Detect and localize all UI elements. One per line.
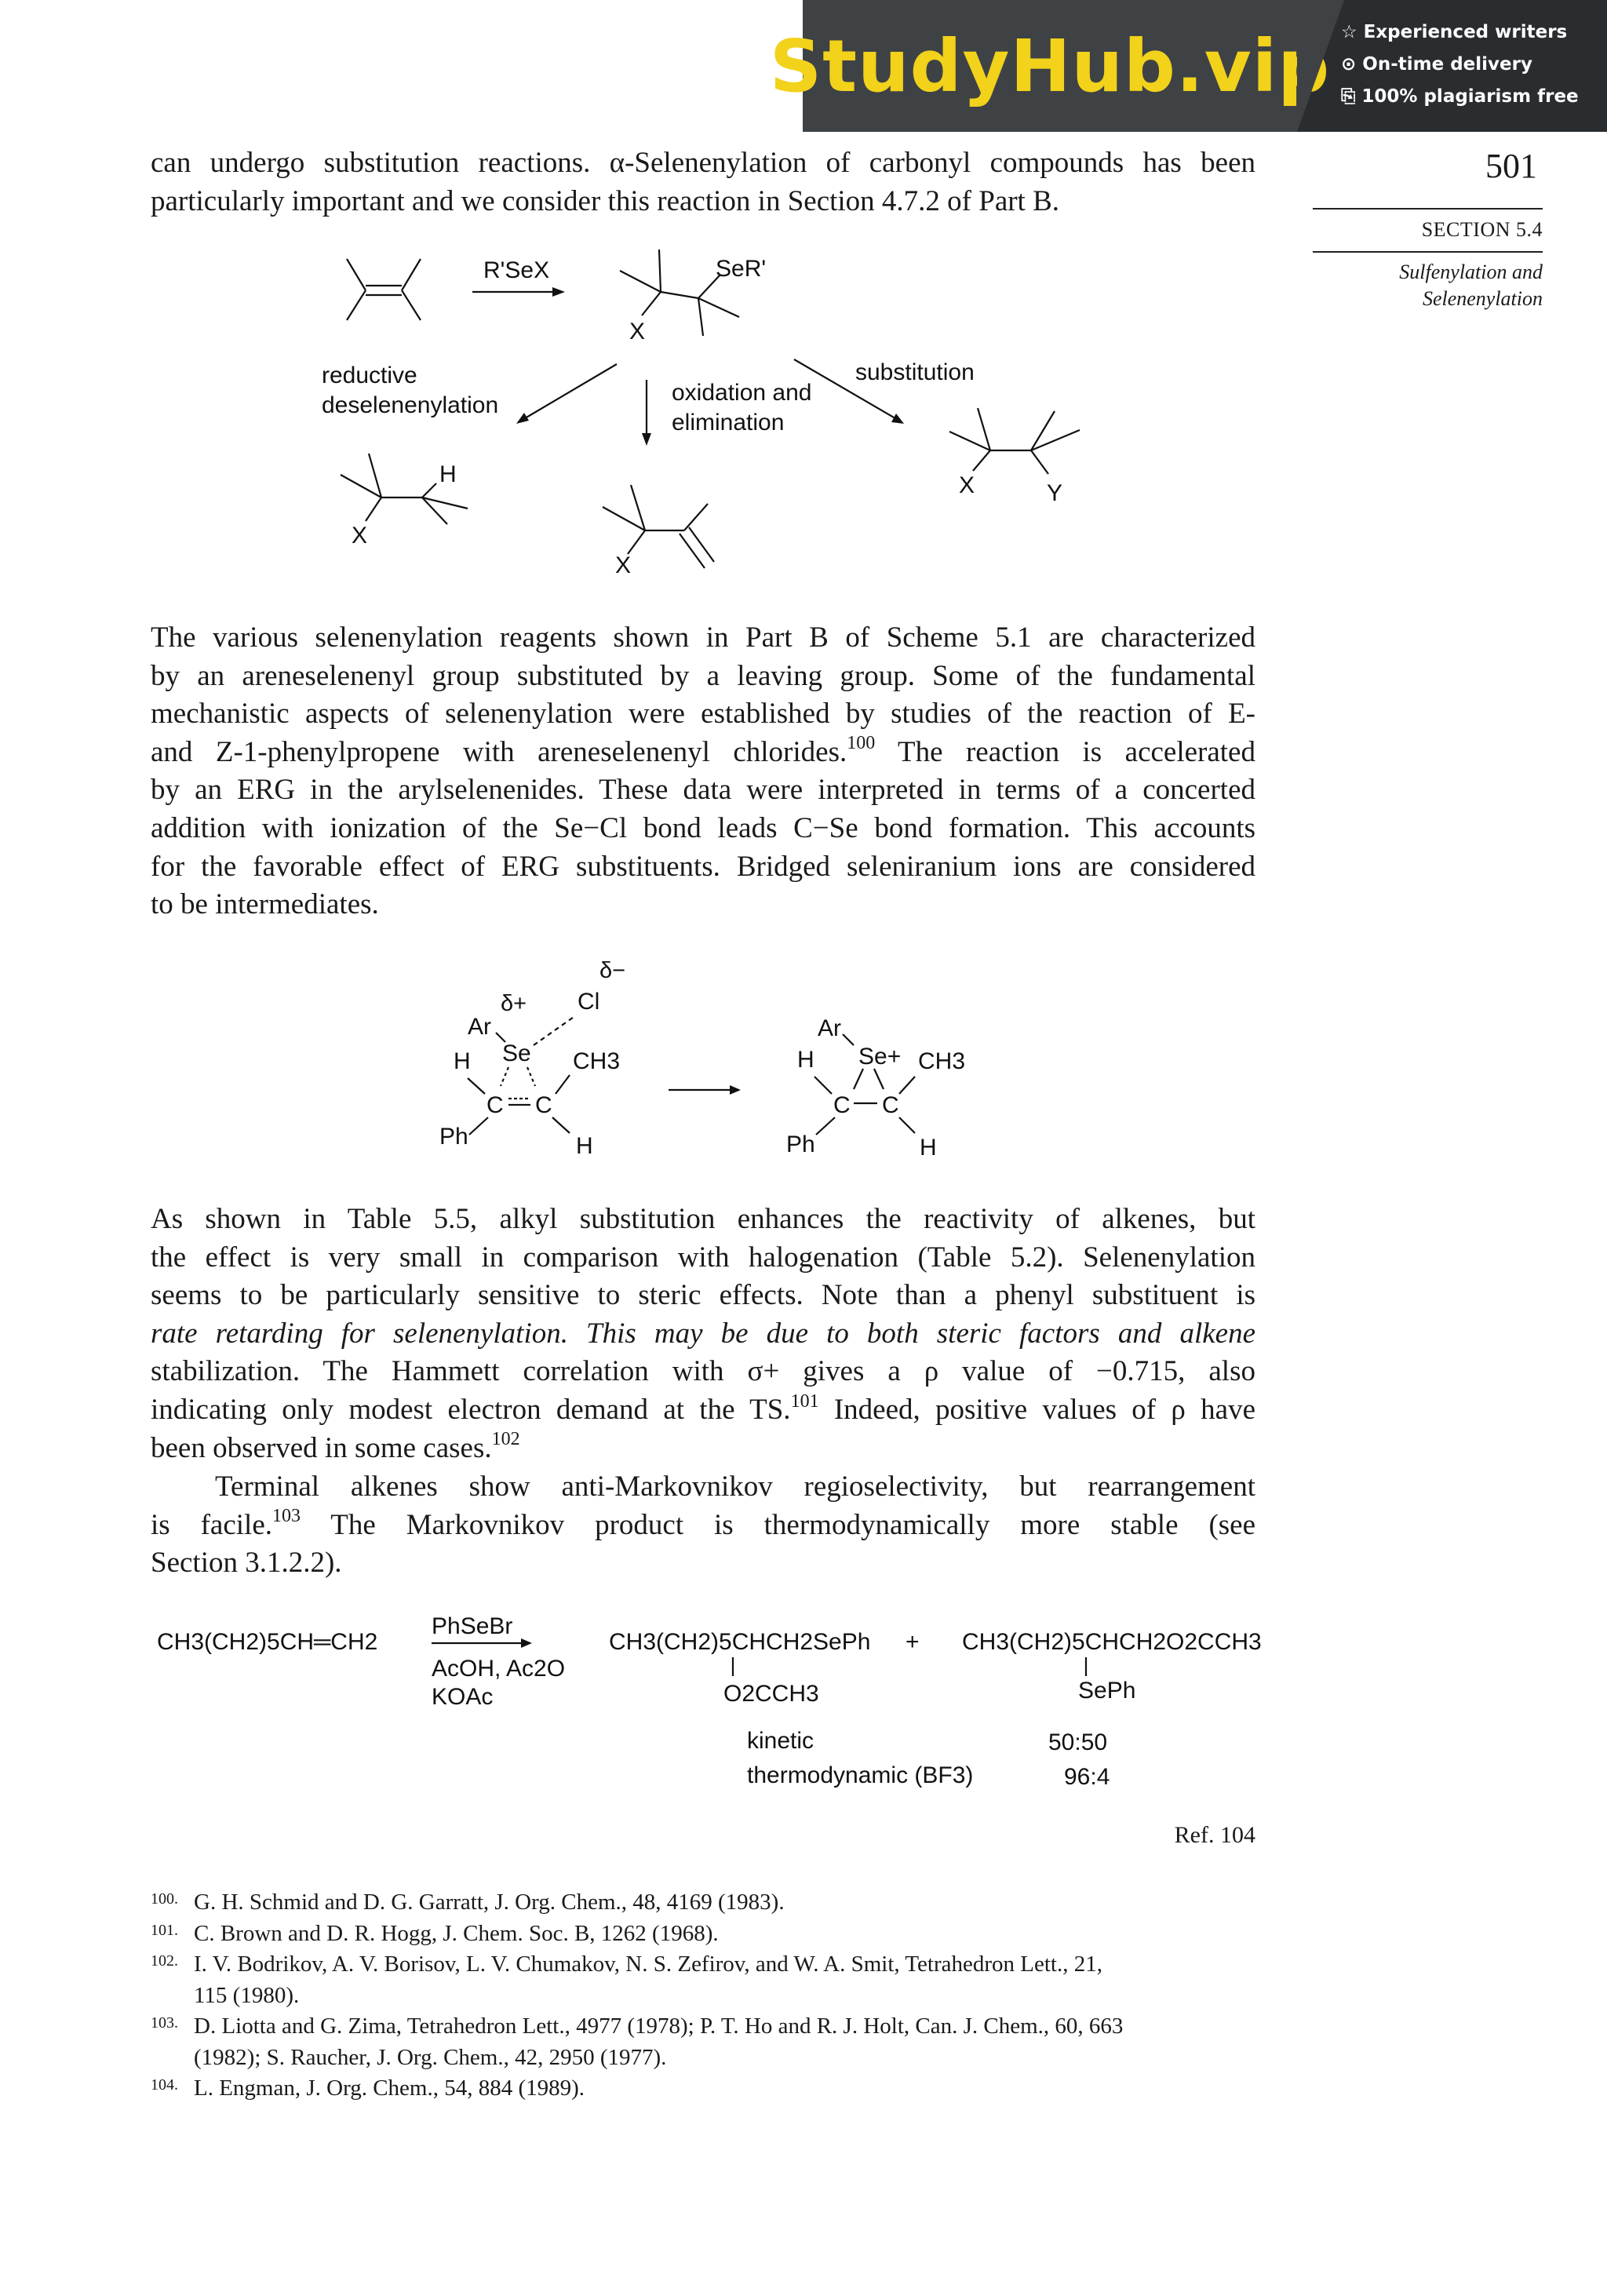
scheme-selenenylation-overview	[298, 235, 1122, 581]
text-line: As shown in Table 5.5, alkyl substitution enhances the reactivity of alkenes, but	[151, 1203, 1255, 1235]
c-label: C	[535, 1092, 552, 1118]
text-line: to be intermediates.	[151, 888, 379, 921]
x-label: X	[352, 523, 368, 548]
elimination-label: elimination	[672, 410, 785, 436]
text-line: Terminal alkenes show anti-Markovnikov regioselectivity, but rearrangement	[215, 1471, 1255, 1503]
text-line: by an ERG in the arylselenenides. These data were interpreted in terms of a concerted	[151, 774, 1255, 807]
thermodynamic-label: thermodynamic (BF3)	[747, 1762, 974, 1788]
se-plus-label: Se+	[858, 1044, 902, 1070]
footnote-text: 115 (1980).	[194, 1982, 300, 2008]
reference-label: Ref. 104	[1174, 1822, 1255, 1848]
feature-experienced-writers: ☆ Experienced writers	[1341, 22, 1568, 42]
footnote	[151, 2073, 1255, 2105]
studyhub-banner[interactable]	[769, 0, 1607, 132]
scheme-terminal-alkene-reaction	[149, 1601, 1263, 1852]
ref-superscript: 100	[847, 733, 876, 754]
h-label: H	[920, 1135, 937, 1161]
text-line	[151, 1507, 1255, 1545]
alkene-structure	[347, 259, 421, 320]
delta-minus-label: δ−	[599, 958, 626, 983]
substitution-product-structure	[949, 408, 1080, 474]
header-rule	[1313, 208, 1543, 210]
kinetic-label: kinetic	[747, 1728, 814, 1754]
footnote-text: G. H. Schmid and D. G. Garratt, J. Org. Chem., 48, 4169 (1983).	[194, 1890, 785, 1915]
ref-superscript: 101	[790, 1390, 819, 1412]
text-line: the effect is very small in comparison with halogenation (Table 5.2). Selenenylation	[151, 1241, 1255, 1274]
page-number: 501	[1485, 147, 1537, 185]
text-line: stabilization. The Hammett correlation with σ+ gives a ρ value of −0.715, also	[151, 1355, 1255, 1388]
section-label: SECTION 5.4	[1421, 218, 1543, 241]
thermodynamic-ratio: 96:4	[1064, 1764, 1110, 1790]
oxidation-label: oxidation and	[672, 380, 812, 406]
c-label: C	[882, 1092, 899, 1118]
product1-substituent: O2CCH3	[723, 1681, 819, 1707]
text-line: seems to be particularly sensitive to steric effects. Note than a phenyl substituent is	[151, 1279, 1255, 1312]
ch3-label: CH3	[573, 1048, 621, 1074]
se-label: Se	[502, 1040, 531, 1066]
c-label: C	[486, 1092, 504, 1118]
reagent-top: PhSeBr	[432, 1613, 513, 1639]
y-label: Y	[1047, 480, 1063, 506]
product2-formula: CH3(CH2)5CHCH2O2CCH3	[962, 1629, 1262, 1655]
product1-formula: CH3(CH2)5CHCH2SePh	[609, 1629, 871, 1655]
h-label: H	[454, 1048, 471, 1074]
banner-divider	[1297, 0, 1344, 132]
text-fragment: and Z-1-phenylpropene with areneselenenyl chlorides.	[151, 735, 847, 768]
text-fragment: The reaction is accelerated	[875, 735, 1255, 768]
reactant-formula: CH3(CH2)5CH═CH2	[157, 1629, 378, 1655]
x-label: X	[959, 472, 975, 498]
header-rule	[1313, 251, 1543, 253]
reagent-bottom: KOAc	[432, 1684, 494, 1710]
text-line: can undergo substitution reactions. α-Selenenylation of carbonyl compounds has been	[151, 147, 1255, 179]
footnote-text: I. V. Bodrikov, A. V. Borisov, L. V. Chumakov, N. S. Zefirov, and W. A. Smit, Tetrahedron Lett., 21,	[194, 1952, 1102, 1977]
footnotes	[151, 1887, 1255, 2105]
text-line: addition with ionization of the Se−Cl bond leads C−Se bond formation. This accounts	[151, 811, 1255, 844]
ch3-label: CH3	[918, 1048, 966, 1074]
text-fragment: been observed in some cases.	[151, 1431, 492, 1464]
h-label: H	[797, 1047, 814, 1073]
footnote-text: C. Brown and D. R. Hogg, J. Chem. Soc. B, 1262 (1968).	[194, 1920, 719, 1946]
ar-label: Ar	[468, 1014, 491, 1040]
text-line: particularly important and we consider this reaction in Section 4.7.2 of Part B.	[151, 184, 1060, 217]
text-line: for the favorable effect of ERG substituents. Bridged seleniranium ions are considered	[151, 850, 1255, 883]
footnote-number: 102.	[151, 1952, 178, 1970]
text-fragment: The Markovnikov product is thermodynamically more stable (see	[301, 1508, 1256, 1541]
text-line	[151, 734, 1255, 772]
section-title	[1313, 259, 1543, 312]
product2-substituent: SePh	[1078, 1678, 1136, 1704]
paragraph-terminal-alkenes	[151, 1468, 1255, 1583]
text-line: Section 3.1.2.2).	[151, 1547, 342, 1580]
ar-label: Ar	[818, 1015, 841, 1041]
footnote	[151, 2011, 1255, 2073]
paragraph-reactivity	[151, 1201, 1255, 1467]
text-fragment: indicating only modest electron demand at the TS.	[151, 1393, 791, 1426]
ph-label: Ph	[439, 1124, 468, 1150]
x-label: X	[615, 552, 632, 578]
footnote	[151, 1919, 1255, 1950]
deselenenylation-label: deselenenylation	[322, 392, 499, 418]
text-line: The various selenenylation reagents shown in Part B of Scheme 5.1 are characterized	[151, 621, 1255, 654]
text-line	[151, 1391, 1255, 1430]
section-title-line: Sulfenylation and	[1399, 261, 1543, 283]
reagent-label: R'SeX	[483, 257, 550, 283]
studyhub-logo[interactable]	[769, 0, 1331, 132]
delta-plus-label: δ+	[501, 991, 527, 1016]
text-line: rate retarding for selenenylation. This may be due to both steric factors and alkene	[151, 1317, 1255, 1350]
section-title-line: Selenenylation	[1422, 287, 1543, 310]
plus-sign: +	[906, 1629, 920, 1655]
footnote	[151, 1887, 1255, 1919]
text-fragment: Indeed, positive values of ρ have	[818, 1393, 1256, 1426]
scheme-seleniranium-formation	[424, 949, 989, 1169]
logo-text: StudyHub.vip	[769, 24, 1331, 108]
h-label: H	[439, 461, 457, 487]
footnote-text: (1982); S. Raucher, J. Org. Chem., 42, 2950 (1977).	[194, 2044, 667, 2070]
ref-superscript: 103	[272, 1506, 301, 1527]
ser-label: SeR'	[716, 256, 767, 282]
feature-plagiarism-free: ⎘ 100% plagiarism free	[1341, 86, 1579, 107]
text-line: by an areneselenenyl group substituted by a leaving group. Some of the fundamental	[151, 659, 1255, 692]
x-label: X	[629, 319, 646, 344]
reductive-label: reductive	[322, 363, 417, 388]
ph-label: Ph	[786, 1132, 815, 1157]
text-line: mechanistic aspects of selenenylation were established by studies of the reaction of E-	[151, 698, 1255, 731]
footnote-text: D. Liotta and G. Zima, Tetrahedron Lett., 4977 (1978); P. T. Ho and R. J. Holt, Can. J. Chem., 60, 663	[194, 2014, 1124, 2039]
footnote-text: L. Engman, J. Org. Chem., 54, 884 (1989).	[194, 2076, 585, 2101]
text-line	[151, 1430, 1255, 1468]
reagent-bottom: AcOH, Ac2O	[432, 1656, 566, 1682]
ref-superscript: 102	[491, 1429, 520, 1450]
text-fragment: is facile.	[151, 1508, 273, 1541]
kinetic-ratio: 50:50	[1048, 1729, 1108, 1755]
feature-on-time-delivery: ⊙ On-time delivery	[1341, 54, 1532, 75]
footnote	[151, 1949, 1255, 2011]
paragraph-selenenylation-mechanism	[151, 619, 1255, 924]
h-label: H	[576, 1133, 593, 1159]
paragraph-intro	[151, 144, 1255, 220]
footnote-number: 104.	[151, 2076, 178, 2094]
c-label: C	[833, 1092, 851, 1118]
footnote-number: 100.	[151, 1890, 178, 1908]
cl-label: Cl	[578, 989, 600, 1015]
substitution-label: substitution	[855, 359, 975, 385]
footnote-number: 101.	[151, 1921, 178, 1939]
footnote-number: 103.	[151, 2014, 178, 2032]
